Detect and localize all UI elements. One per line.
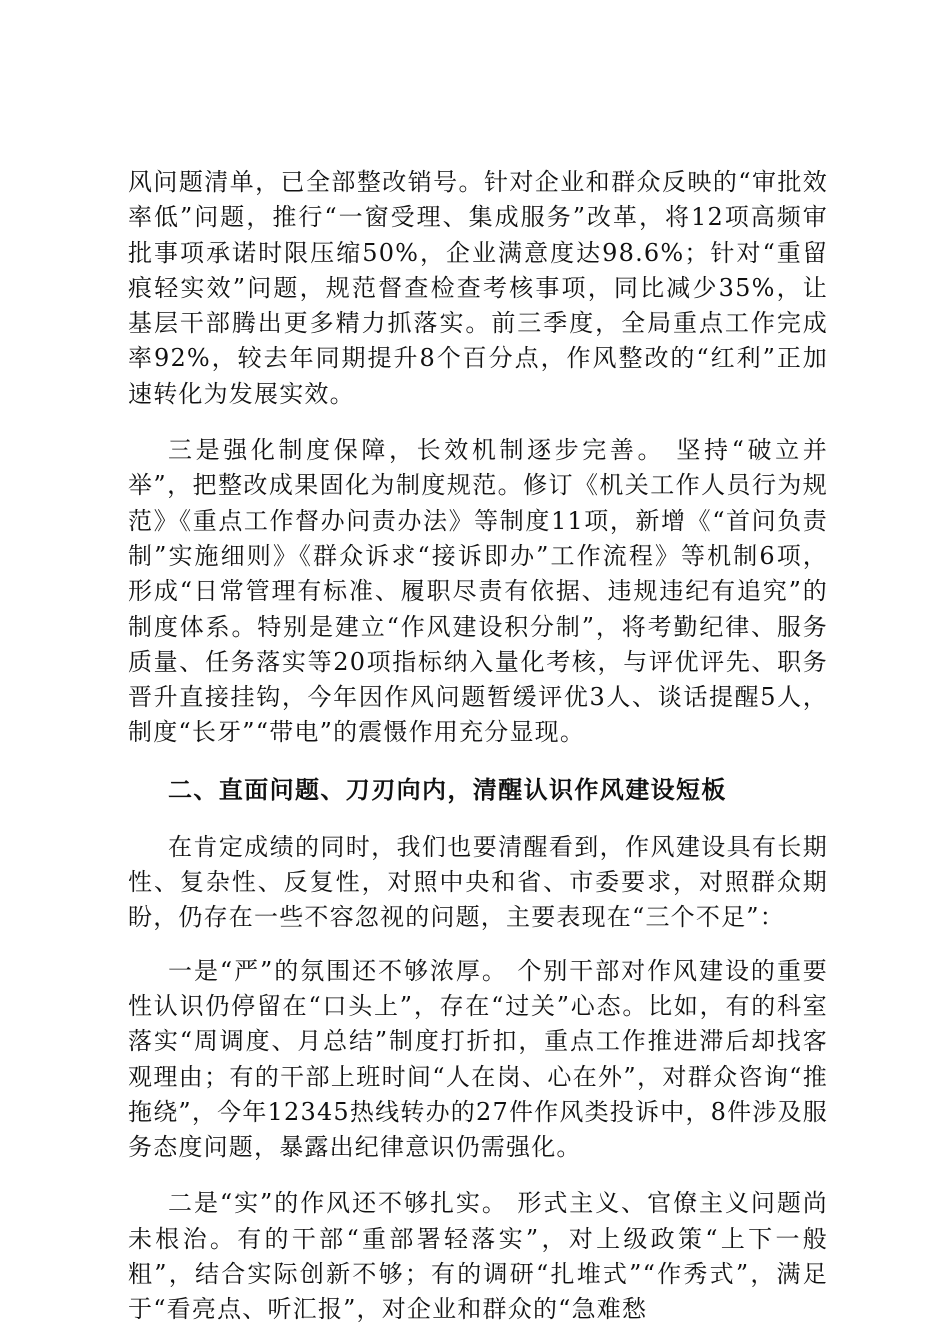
- paragraph-rectification-results: 风问题清单，已全部整改销号。针对企业和群众反映的“审批效率低”问题，推行“一窗受理、集成服务”改革，将12项高频审批事项承诺时限压缩50%，企业满意度达98.6%；针对“重留痕轻实效”问题，规范督查检查考核事项，同比减少35%，让基层干部腾出更多精力抓落实。前三季度，全局重点工作完成率92%，较去年同期提升8个百分点，作风整改的“红利”正加速转化为发展实效。: [128, 168, 828, 408]
- paragraph-practical-style: 二是“实”的作风还不够扎实。 形式主义、官僚主义问题尚未根治。有的干部“重部署轻落实”，对上级政策“上下一般粗”，结合实际创新不够；有的调研“扎堆式”“作秀式”，满足于“看亮点、听汇报”，对企业和群众的“急难愁: [128, 1189, 828, 1324]
- section-heading-problems: 二、直面问题、刀刃向内，清醒认识作风建设短板: [168, 775, 727, 804]
- paragraph-institutional-guarantee: 三是强化制度保障，长效机制逐步完善。 坚持“破立并举”，把整改成果固化为制度规范。修订《机关工作人员行为规范》《重点工作督办问责办法》等制度11项，新增《“首问负责制”实施细则》《群众诉求“接诉即办”工作流程》等机制6项，形成“日常管理有标准、履职尽责有依据、违规违纪有追究”的制度体系。特别是建立“作风建设积分制”，将考勤纪律、服务质量、任务落实等20项指标纳入量化考核，与评优评先、职务晋升直接挂钩，今年因作风问题暂缓评优3人、谈话提醒5人，制度“长牙”“带电”的震慑作用充分显现。: [128, 436, 828, 747]
- paragraph-problems-intro: 在肯定成绩的同时，我们也要清醒看到，作风建设具有长期性、复杂性、反复性，对照中央和省、市委要求，对照群众期盼，仍存在一些不容忽视的问题，主要表现在“三个不足”：: [128, 832, 828, 932]
- paragraph-strictness-atmosphere: 一是“严”的氛围还不够浓厚。 个别干部对作风建设的重要性认识仍停留在“口头上”，存在“过关”心态。比如，有的科室落实“周调度、月总结”制度打折扣，重点工作推进滞后却找客观理由；有的干部上班时间“人在岗、心在外”，对群众咨询“推拖绕”，今年12345热线转办的27件作风类投诉中，8件涉及服务态度问题，暴露出纪律意识仍需强化。: [128, 956, 828, 1162]
